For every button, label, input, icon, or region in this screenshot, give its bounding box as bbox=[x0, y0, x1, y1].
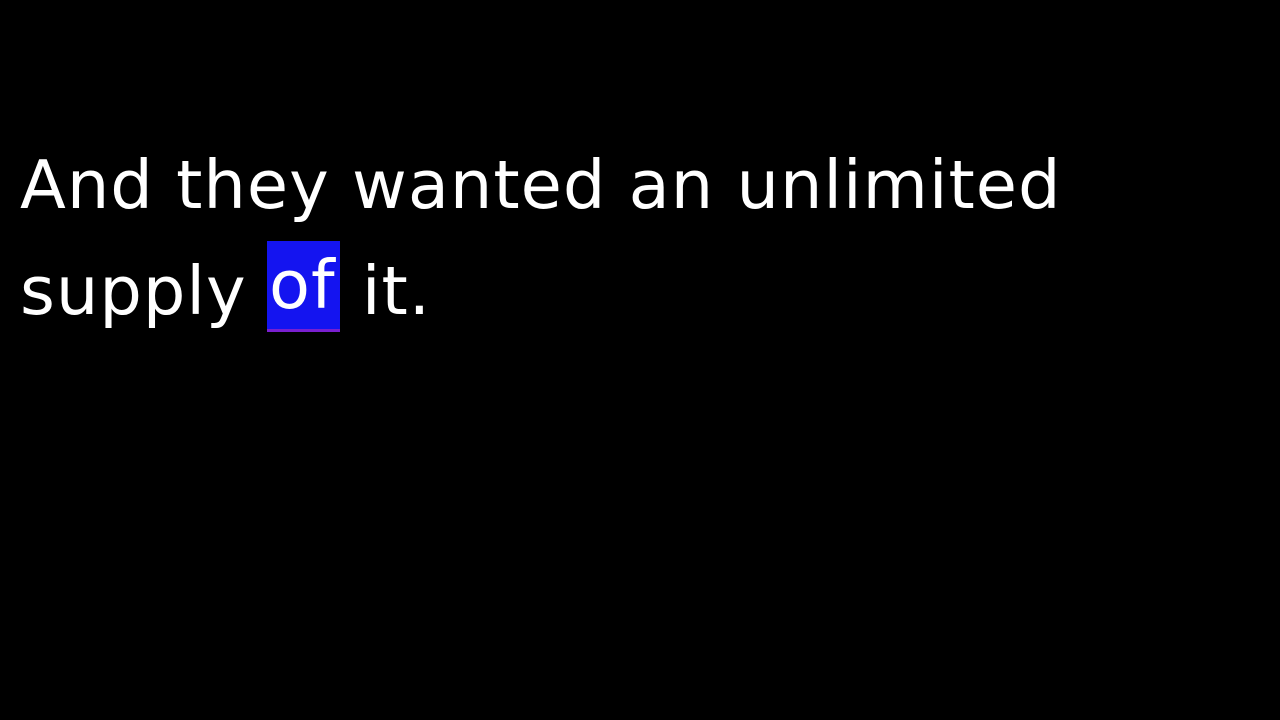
caption-word-before: supply bbox=[20, 252, 247, 330]
highlighted-word: of bbox=[267, 241, 340, 332]
caption-line-1: And they wanted an unlimited bbox=[20, 146, 1062, 224]
caption-word-after: it. bbox=[361, 252, 432, 330]
caption-text bbox=[20, 132, 1220, 344]
caption-line-2 bbox=[20, 238, 1220, 344]
